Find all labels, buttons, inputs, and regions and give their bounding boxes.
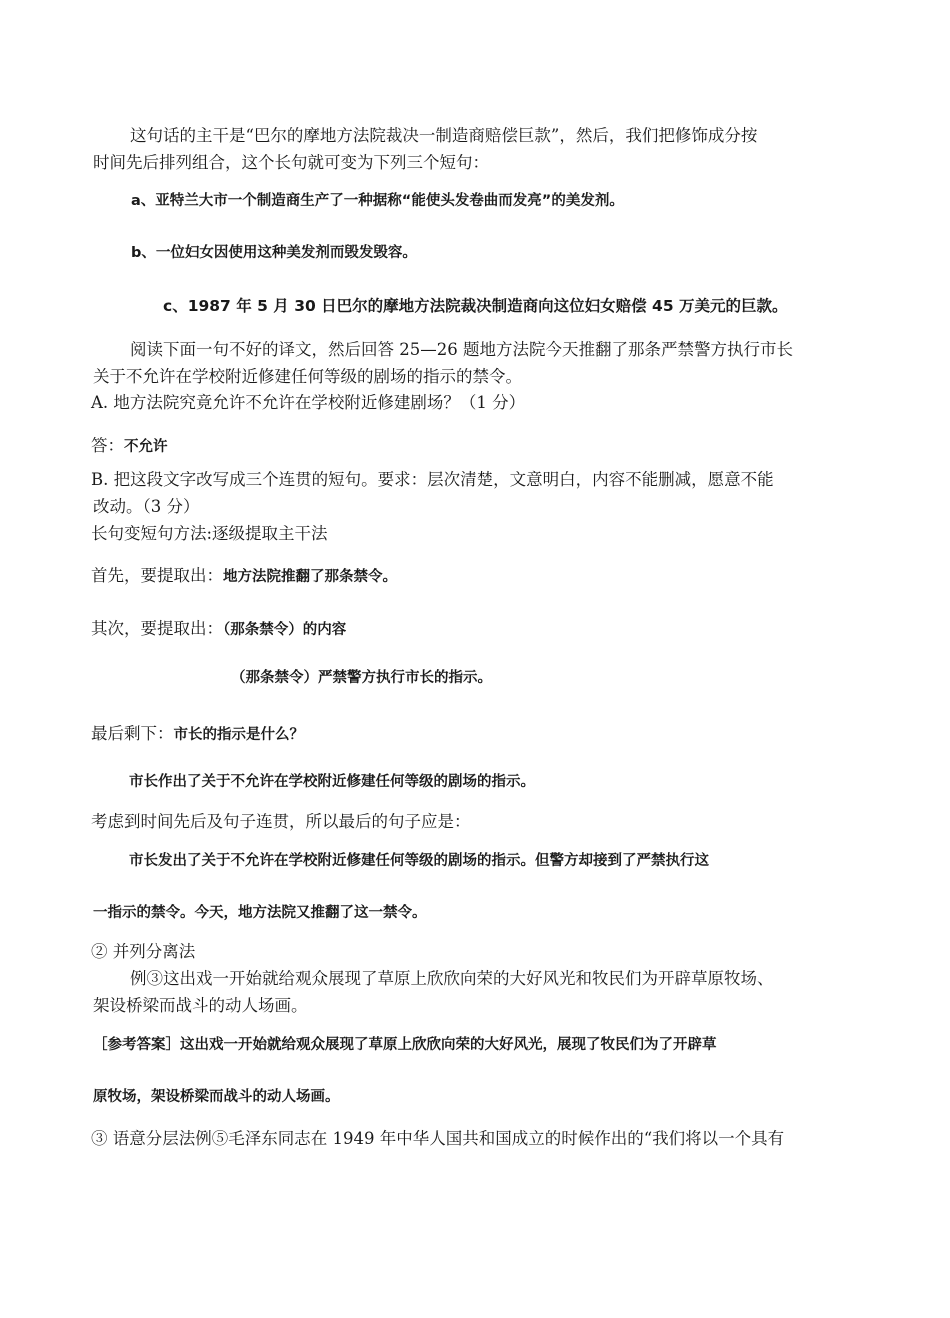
reference-answer-line2: 原牧场，架设桥梁而战斗的动人场画。 — [93, 1089, 340, 1105]
last-step — [91, 726, 304, 743]
short-sentence-a: a、亚特兰大市一个制造商生产了一种据称“能使头发卷曲而发亮”的美发剂。 — [131, 193, 624, 209]
second-step-text: （那条禁令）的内容 — [223, 622, 347, 638]
final-sentence-line1: 市长发出了关于不允许在学校附近修建任何等级的剧场的指示。但警方却接到了严禁执行这 — [129, 853, 709, 869]
method2-title: ② 并列分离法 — [91, 942, 196, 961]
second-step — [91, 621, 346, 638]
example3-line1: 例③这出戏一开始就给观众展现了草原上欣欣向荣的大好风光和牧民们为开辟草原牧场、 — [130, 969, 774, 988]
first-step-text: 地方法院推翻了那条禁令。 — [223, 569, 397, 585]
para1-line2: 时间先后排列组合，这个长句就可变为下列三个短句： — [93, 153, 489, 172]
second-step-sub: （那条禁令）严禁警方执行市长的指示。 — [231, 670, 492, 686]
short-sentence-b: b、一位妇女因使用这种美发剂而毁发毁容。 — [131, 245, 417, 261]
para1-line1: 这句话的主干是“巴尔的摩地方法院裁决一制造商赔偿巨款”，然后，我们把修饰成分按 — [130, 126, 758, 145]
question-b-line1: B. 把这段文字改写成三个连贯的短句。要求：层次清楚，文意明白，内容不能删减，愿意不能 — [91, 470, 774, 489]
first-step — [91, 568, 397, 585]
second-step-label: 其次，要提取出： — [91, 619, 223, 638]
last-step-sub: 市长作出了关于不允许在学校附近修建任何等级的剧场的指示。 — [129, 774, 535, 790]
para2-line1: 阅读下面一句不好的译文，然后回答 25—26 题地方法院今天推翻了那条严禁警方执行市长 — [130, 340, 793, 359]
last-step-text: 市长的指示是什么？ — [173, 727, 304, 743]
para2-line2: 关于不允许在学校附近修建任何等级的剧场的指示的禁令。 — [93, 367, 522, 386]
answer-label: 答： — [91, 436, 124, 455]
reference-answer-line1: ［参考答案］这出戏一开始就给观众展现了草原上欣欣向荣的大好风光，展现了牧民们为了开辟草 — [93, 1037, 717, 1053]
method-title: 长句变短句方法:逐级提取主干法 — [91, 524, 328, 543]
question-b-line2: 改动。（3 分） — [93, 497, 200, 516]
final-sentence-line2: 一指示的禁令。今天，地方法院又推翻了这一禁令。 — [93, 905, 427, 921]
short-sentence-c: c、1987 年 5 月 30 日巴尔的摩地方法院裁决制造商向这位妇女赔偿 45 万美元的巨款。 — [163, 297, 788, 315]
consider-line: 考虑到时间先后及句子连贯，所以最后的句子应是： — [91, 812, 471, 831]
question-a: A. 地方法院究竟允许不允许在学校附近修建剧场？（1 分） — [91, 393, 526, 412]
example3-line2: 架设桥梁而战斗的动人场画。 — [93, 996, 308, 1015]
answer-line — [91, 438, 168, 455]
answer-text: 不允许 — [124, 439, 168, 455]
last-step-label: 最后剩下： — [91, 724, 174, 743]
method3-line: ③ 语意分层法例⑤毛泽东同志在 1949 年中华人国共和国成立的时候作出的“我们将以一个具有 — [91, 1129, 785, 1148]
first-step-label: 首先，要提取出： — [91, 566, 223, 585]
